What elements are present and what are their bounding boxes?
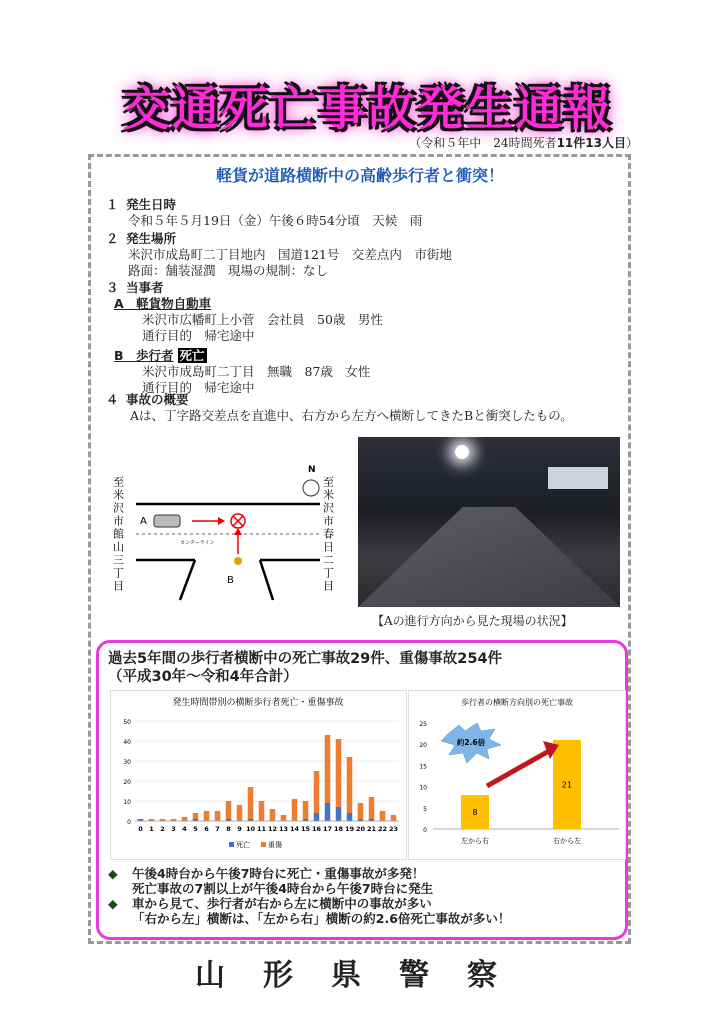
y-tick-label: 20 — [419, 742, 427, 750]
x-tick-label: 20 — [355, 825, 366, 833]
death-badge: 死亡 — [179, 348, 205, 363]
stats-title: 過去5年間の歩行者横断中の死亡事故29件、重傷事故254件 （平成30年～令和4年合計） — [108, 651, 503, 685]
x-tick-label: 6 — [204, 825, 209, 833]
legend-label-death: 死亡 — [236, 841, 250, 849]
x-tick-label: 10 — [245, 825, 256, 833]
y-tick-label: 50 — [123, 719, 131, 726]
x-tick-label: 22 — [377, 825, 388, 833]
north-label: N — [308, 465, 316, 475]
y-tick-label: 10 — [419, 784, 427, 792]
section-date: １ 発生日時 令和５年５月19日（金）午後６時54分頃 天候 雨 — [106, 197, 423, 228]
left-direction-label: 至米沢市館山三丁目 — [111, 476, 125, 593]
bar-serious — [347, 757, 353, 813]
x-tick-label: 3 — [171, 825, 176, 833]
x-tick-label: 21 — [366, 825, 377, 833]
vehicle-icon — [154, 515, 180, 527]
scene-photo — [358, 437, 620, 607]
bar-serious — [369, 797, 375, 819]
y-tick-label: 5 — [423, 805, 427, 813]
x-tick-label: 9 — [237, 825, 242, 833]
bar-serious — [226, 801, 232, 819]
bullet-item: ◆ 車から見て、歩行者が右から左に横断中の事故が多い 「右から左」横断は、「左から右」横断の約2.6倍死亡事故が多い！ — [108, 896, 511, 926]
section-overview: ４ 事故の概要 Aは、丁字路交差点を直進中、右方から左方へ横断してきたBと衝突したもの。 — [106, 392, 573, 423]
right-direction-label: 至米沢市春日二丁目 — [321, 476, 335, 593]
data-label: 21 — [561, 780, 573, 790]
data-label: 8 — [472, 808, 478, 818]
y-tick-label: 25 — [419, 721, 427, 728]
x-tick-label: 15 — [300, 825, 311, 833]
y-tick-label: 0 — [127, 819, 131, 826]
bar-serious — [303, 801, 309, 819]
trend-arrow — [487, 751, 549, 786]
bar-serious — [358, 803, 364, 819]
x-tick-label: 右から左 — [553, 837, 581, 845]
accident-diagram — [110, 462, 350, 612]
pedestrian-b-label: B — [227, 575, 234, 586]
legend-label-serious: 重傷 — [268, 841, 282, 849]
chart1-title: 発生時間帯別の横断歩行者死亡・重傷事故 — [172, 698, 344, 708]
bar-serious — [314, 771, 320, 813]
bar-death — [314, 813, 320, 821]
diamond-icon: ◆ — [108, 896, 118, 911]
bar-serious — [292, 799, 298, 821]
bar-serious — [325, 735, 331, 803]
diamond-icon: ◆ — [108, 866, 118, 881]
legend-swatch-serious — [261, 842, 266, 847]
x-tick-label: 左から右 — [461, 837, 489, 845]
x-tick-label: 8 — [226, 825, 231, 833]
x-tick-label: 23 — [388, 825, 399, 833]
bar-death — [347, 813, 353, 821]
y-tick-label: 15 — [419, 763, 427, 771]
y-tick-label: 20 — [123, 779, 131, 786]
bar-serious — [182, 817, 188, 821]
key-points — [108, 866, 623, 926]
chart2-title: 歩行者の横断方向別の死亡事故 — [461, 698, 573, 707]
x-tick-label: 1 — [149, 825, 154, 833]
section-place: ２ 発生場所 米沢市成島町二丁目地内 国道121号 交差点内 市街地 路面：舗装湿潤 現場の規制：なし — [106, 231, 452, 278]
bar-serious — [259, 801, 265, 821]
x-tick-label: 4 — [182, 825, 187, 833]
bar-serious — [336, 739, 342, 807]
fatality-count-line: （令和５年中 24時間死者11件13人目） — [409, 136, 638, 150]
section-parties: ３ 当事者 A 軽貨物自動車 米沢市広幡町上小菅 会社員 50歳 男性 通行目的 帰宅途中 B 歩行者 死亡 米沢市成島町二丁目 無職 87歳 女性 通行目的 帰宅途中 — [106, 280, 383, 395]
y-tick-label: 0 — [423, 827, 427, 834]
hourly-accident-chart — [110, 690, 407, 860]
ratio-annotation: 約2.6倍 — [456, 738, 486, 747]
photo-caption: 【Aの進行方向から見た現場の状況】 — [372, 614, 573, 628]
center-line-label: センターライン — [180, 540, 215, 546]
page-title: 交通死亡事故発生通報 — [123, 82, 613, 137]
x-tick-label: 12 — [267, 825, 278, 833]
bar-death — [336, 807, 342, 821]
x-tick-label: 11 — [256, 825, 267, 833]
x-tick-label: 2 — [160, 825, 165, 833]
bar-serious — [193, 813, 199, 819]
bar-serious — [281, 815, 287, 821]
bar-death — [325, 803, 331, 821]
headline: 軽貨が道路横断中の高齢歩行者と衝突！ — [215, 166, 504, 185]
vehicle-a-label: A — [140, 516, 147, 527]
bar-serious — [391, 815, 397, 821]
direction-accident-chart — [408, 690, 626, 860]
bar-serious — [237, 805, 243, 821]
issuer-name: 山形県警察 — [195, 958, 535, 993]
x-tick-label: 19 — [344, 825, 355, 833]
x-tick-label: 18 — [333, 825, 344, 833]
y-tick-label: 40 — [123, 739, 131, 746]
x-tick-label: 0 — [138, 825, 143, 833]
pedestrian-icon — [234, 557, 242, 565]
y-tick-label: 10 — [123, 799, 131, 806]
bar-serious — [248, 787, 254, 819]
x-tick-label: 17 — [322, 825, 333, 833]
x-tick-label: 7 — [215, 825, 220, 833]
x-tick-label: 13 — [278, 825, 289, 833]
bar-serious — [204, 811, 210, 821]
bar-serious — [380, 811, 386, 821]
bar-serious — [215, 811, 221, 821]
x-tick-label: 16 — [311, 825, 322, 833]
compass-icon — [303, 480, 319, 496]
x-tick-label: 5 — [193, 825, 198, 833]
bullet-item: ◆ 午後4時台から午後7時台に死亡・重傷事故が多発！ 死亡事故の7割以上が午後4時台から午後7時台に発生 — [108, 866, 434, 896]
bar-serious — [270, 809, 276, 821]
legend-swatch-death — [229, 842, 234, 847]
y-tick-label: 30 — [123, 759, 131, 766]
x-tick-label: 14 — [289, 825, 300, 833]
